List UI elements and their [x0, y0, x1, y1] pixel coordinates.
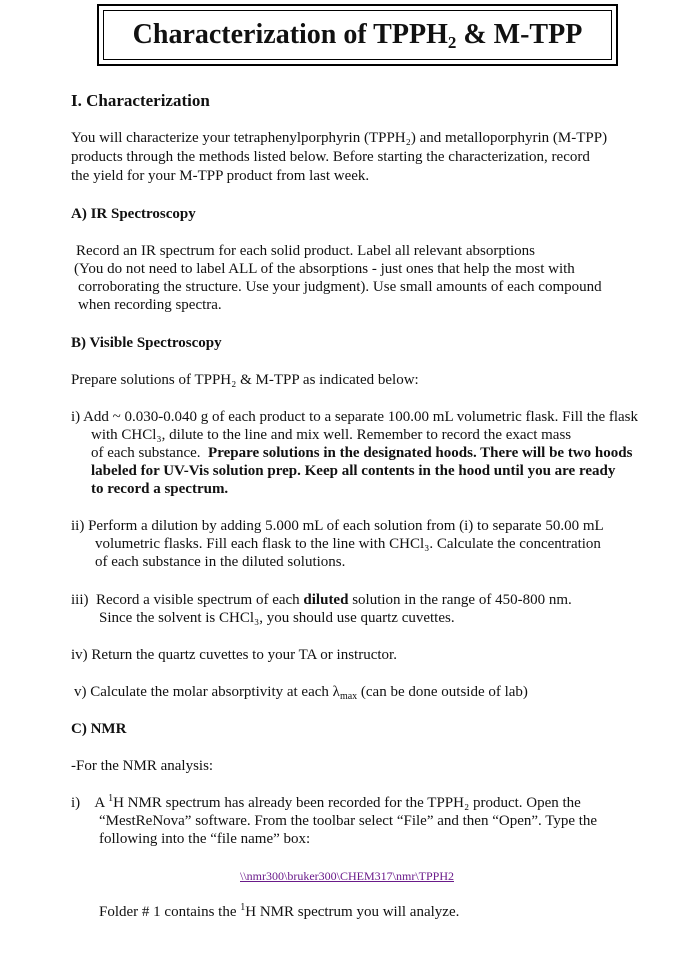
nmr-step1-line1: i) A $^1$H NMR spectrum has already been recorded for the TPPH₂ product. Open the — [71, 793, 581, 811]
ir-line-1: Record an IR spectrum for each solid product. Label all relevant absorptions — [76, 243, 536, 259]
ir-line-2: (You do not need to label ALL of the absorptions - just ones that help the most with — [74, 261, 575, 277]
page-title: Characterization of TPPH2 & M-TPP — [132, 19, 583, 52]
title-box — [97, 4, 618, 66]
visible-step1-line4: labeled for UV-Vis solution prep. Keep all contents in the hood until you are ready — [91, 463, 616, 479]
visible-step2-line3: of each substance in the diluted solutions. — [95, 554, 346, 570]
section-heading-ir: A) IR Spectroscopy — [71, 206, 196, 222]
nmr-step1-line2: “MestReNova” software. From the toolbar select “File” and then “Open”. Type the — [99, 813, 598, 829]
title-inner-frame — [103, 10, 612, 60]
nmr-file-path-link[interactable]: \\nmr300\bruker300\CHEM317\nmr\TPPH2 — [240, 869, 454, 883]
ir-line-4: when recording spectra. — [78, 297, 222, 313]
ir-line-3: corroborating the structure. Use your judgment). Use small amounts of each compound — [78, 279, 602, 295]
visible-step1-line2: with CHCl₃, dilute to the line and mix well. Remember to record the exact mass — [91, 427, 572, 443]
visible-step1-line5: to record a spectrum. — [91, 481, 229, 497]
intro-line-3: the yield for your M-TPP product from last week. — [71, 168, 370, 184]
visible-step5: v) Calculate the molar absorptivity at each $\lambda_{max}$ (can be done outside of lab) — [74, 684, 528, 702]
visible-step3-line2: Since the solvent is CHCl₃, you should use quartz cuvettes. — [99, 610, 455, 626]
nmr-step1-line3: following into the “file name” box: — [99, 831, 311, 847]
section-heading-characterization: I. Characterization — [71, 91, 210, 110]
visible-step1-line3: of each substance. Prepare solutions in the designated hoods. There will be two hoods — [91, 445, 633, 461]
visible-step2-line1: ii) Perform a dilution by adding 5.000 mL of each solution from (i) to separate 50.00 mL — [71, 518, 604, 534]
visible-step1-line1: i) Add ~ 0.030-0.040 g of each product to a separate 100.00 mL volumetric flask. Fill the flask — [71, 409, 639, 425]
visible-step2-line2: volumetric flasks. Fill each flask to the line with CHCl₃. Calculate the concentration — [95, 536, 601, 552]
visible-intro: Prepare solutions of TPPH₂ & M-TPP as indicated below: — [71, 372, 419, 388]
section-heading-nmr: C) NMR — [71, 721, 127, 737]
intro-line-1: You will characterize your tetraphenylporphyrin (TPPH₂) and metalloporphyrin (M-TPP) — [71, 130, 608, 146]
visible-step3-line1: iii) Record a visible spectrum of each diluted solution in the range of 450-800 nm. — [71, 592, 572, 608]
nmr-intro: -For the NMR analysis: — [71, 758, 214, 774]
section-heading-visible: B) Visible Spectroscopy — [71, 335, 222, 351]
intro-line-2: products through the methods listed below. Before starting the characterization, record — [71, 149, 590, 165]
nmr-folder-note: Folder # 1 contains the $^1$H NMR spectrum you will analyze. — [99, 902, 460, 920]
visible-step4: iv) Return the quartz cuvettes to your TA or instructor. — [71, 647, 397, 663]
